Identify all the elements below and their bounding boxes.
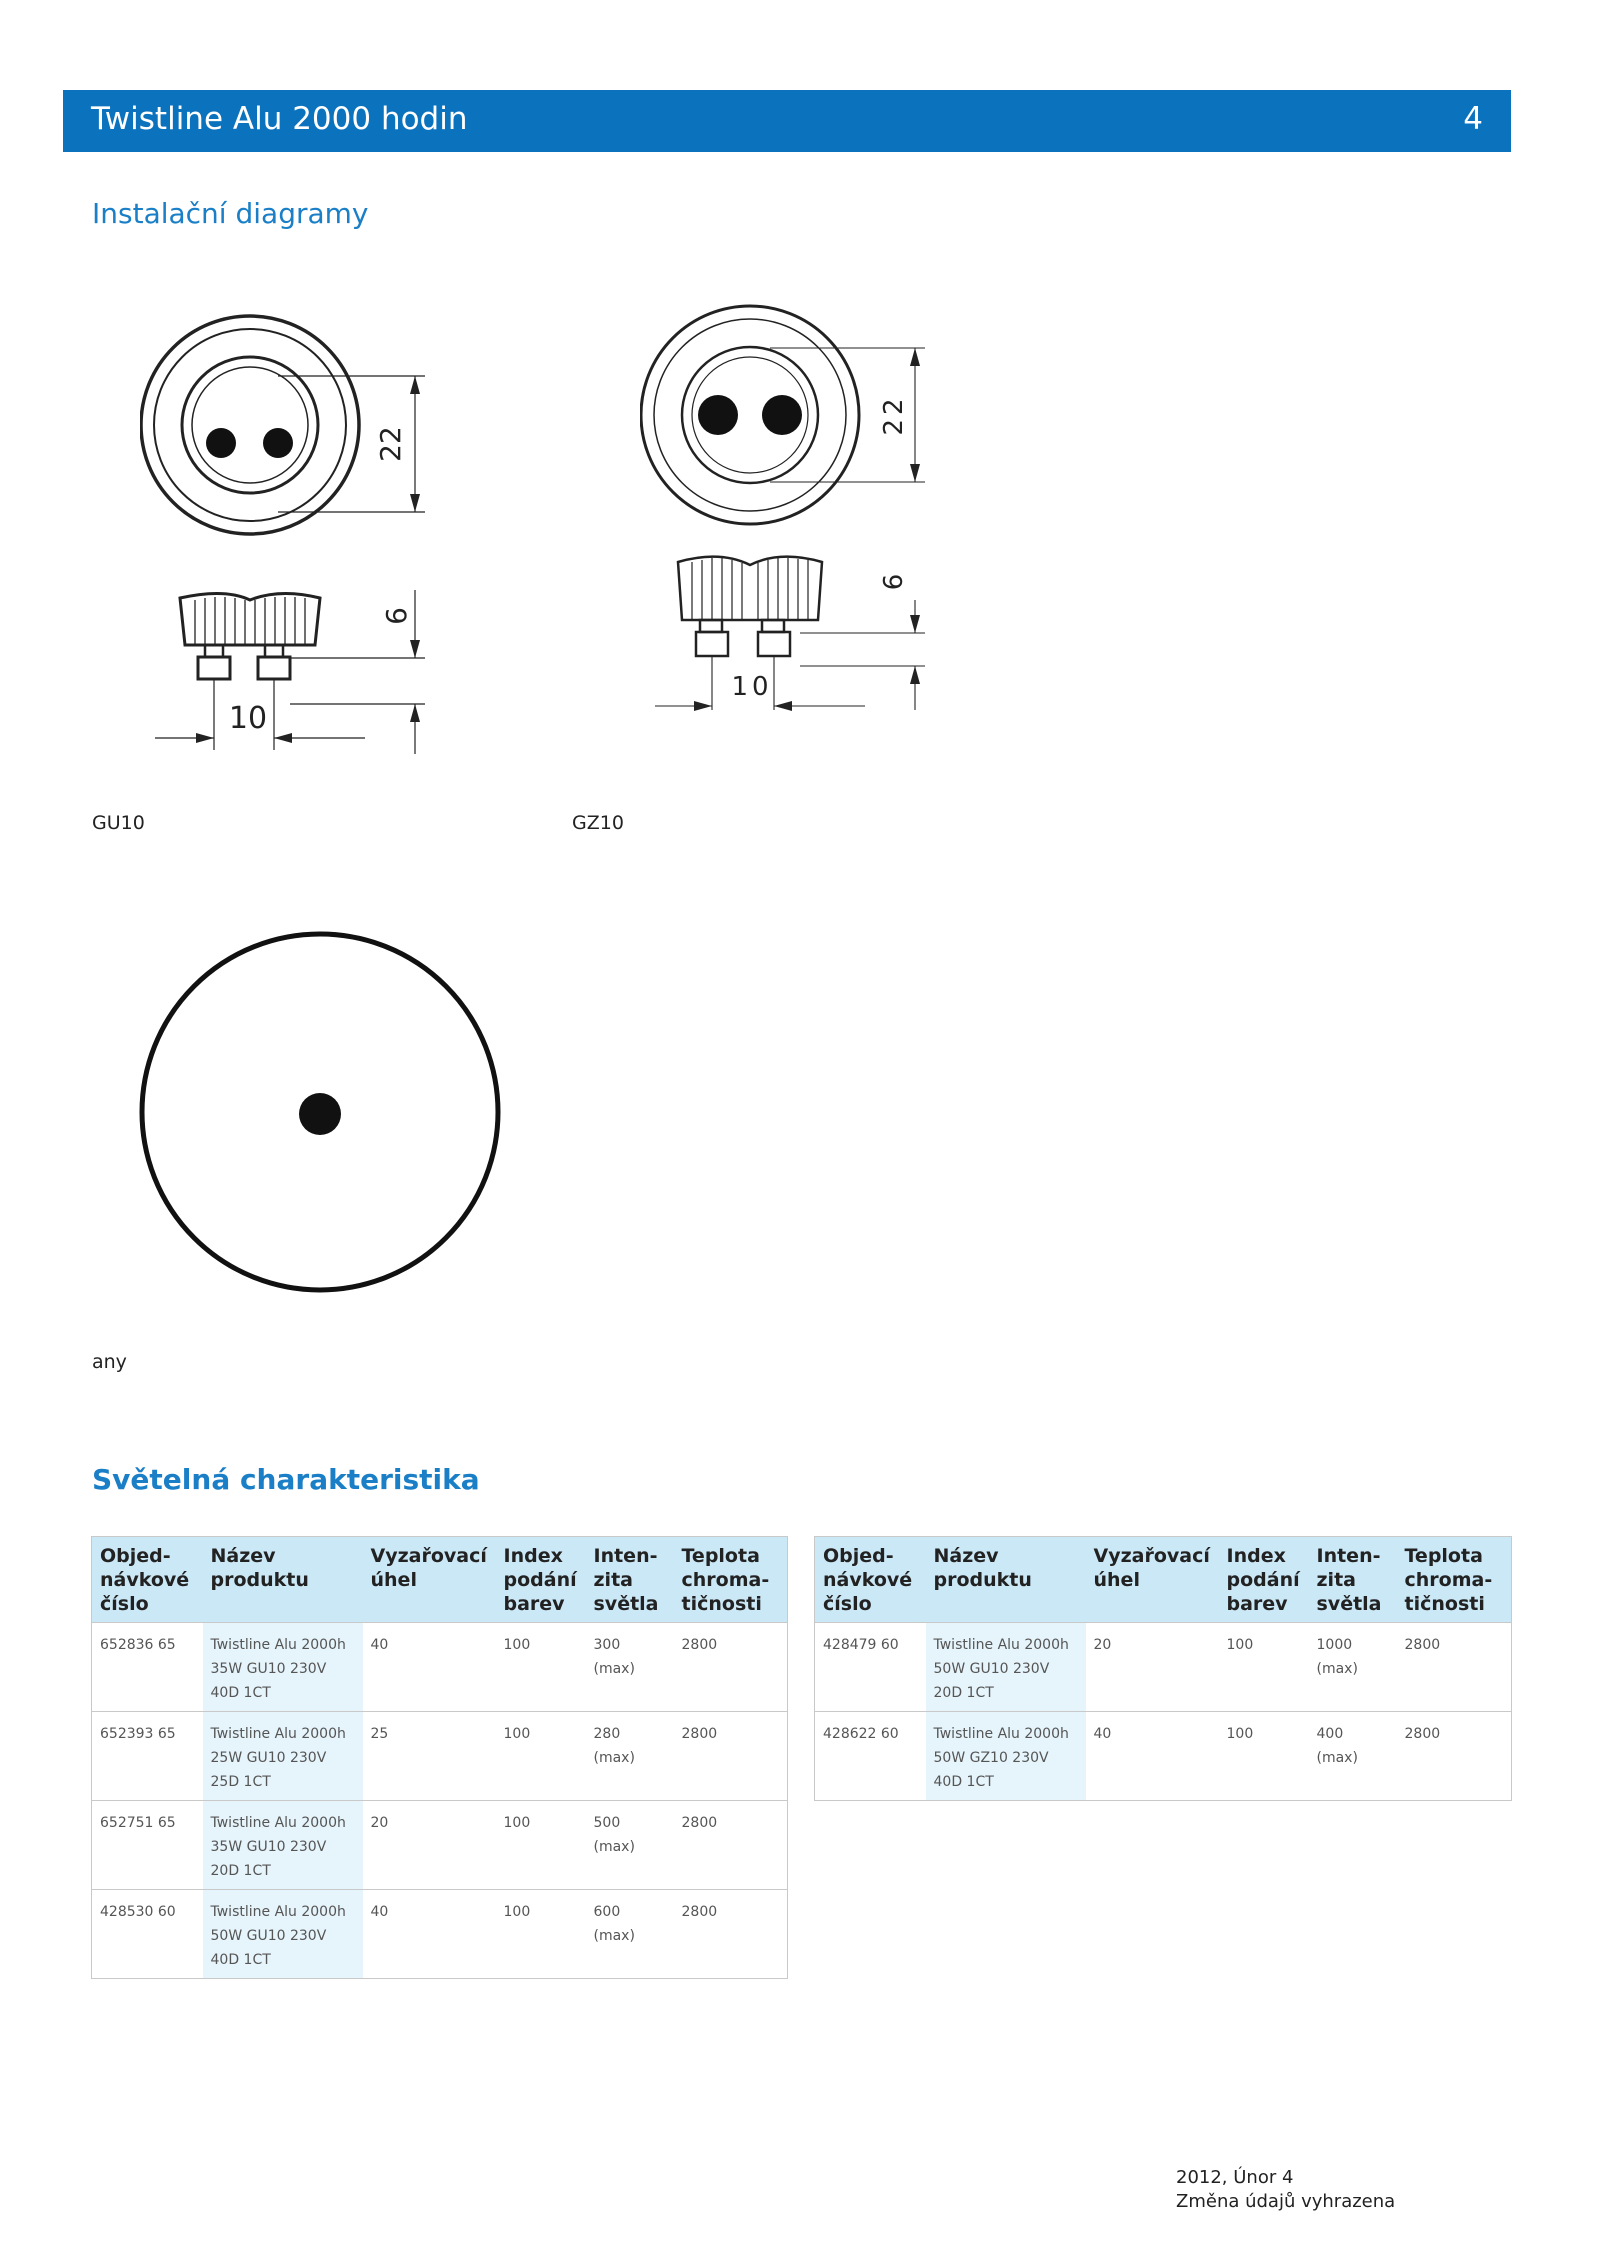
table-row <box>92 1801 788 1890</box>
cell-cri: 100 <box>496 1623 586 1712</box>
footer <box>1176 2166 1395 2214</box>
any-caption: any <box>92 1351 127 1373</box>
cell-intensity: 400 (max) <box>1309 1712 1397 1801</box>
gz10-dim-pin: 6 <box>879 573 909 591</box>
cell-cri: 100 <box>496 1712 586 1801</box>
col-product-name: Název produktu <box>926 1537 1086 1623</box>
cell-order: 428622 60 <box>815 1712 926 1801</box>
col-cri: Index podání barev <box>496 1537 586 1623</box>
gz10-diagram <box>640 290 940 730</box>
gu10-dim-height: 22 <box>374 426 407 462</box>
footer-note: Změna údajů vyhrazena <box>1176 2191 1396 2212</box>
table-header-row <box>92 1537 788 1623</box>
cell-temp: 2800 <box>1397 1712 1512 1801</box>
table-row <box>815 1623 1512 1712</box>
cell-cri: 100 <box>1219 1712 1309 1801</box>
header-bar <box>63 90 1511 152</box>
col-intensity: Inten- zita světla <box>586 1537 674 1623</box>
col-color-temp: Teplota chroma- tičnosti <box>1397 1537 1512 1623</box>
light-table-left <box>91 1536 788 1979</box>
cell-temp: 2800 <box>674 1890 788 1979</box>
gu10-caption: GU10 <box>92 812 145 834</box>
cell-angle: 20 <box>363 1801 496 1890</box>
col-beam-angle: Vyzařovací úhel <box>363 1537 496 1623</box>
cell-temp: 2800 <box>674 1623 788 1712</box>
gu10-dim-spacing: 10 <box>228 701 268 736</box>
cell-intensity: 1000 (max) <box>1309 1623 1397 1712</box>
col-color-temp: Teplota chroma- tičnosti <box>674 1537 788 1623</box>
col-cri: Index podání barev <box>1219 1537 1309 1623</box>
footer-date: 2012, Únor 4 <box>1176 2167 1294 2188</box>
cell-order: 428530 60 <box>92 1890 203 1979</box>
cell-order: 428479 60 <box>815 1623 926 1712</box>
cell-temp: 2800 <box>674 1712 788 1801</box>
cell-angle: 40 <box>363 1623 496 1712</box>
table-header-row <box>815 1537 1512 1623</box>
cell-order: 652751 65 <box>92 1801 203 1890</box>
col-intensity: Inten- zita světla <box>1309 1537 1397 1623</box>
cell-name: Twistline Alu 2000h 35W GU10 230V 20D 1CT <box>203 1801 363 1890</box>
gu10-diagram <box>140 300 440 770</box>
gz10-caption: GZ10 <box>572 812 624 834</box>
gz10-dim-height: 22 <box>879 394 909 436</box>
cell-name: Twistline Alu 2000h 25W GU10 230V 25D 1CT <box>203 1712 363 1801</box>
cell-intensity: 500 (max) <box>586 1801 674 1890</box>
light-section-title: Světelná charakteristika <box>92 1463 480 1496</box>
col-product-name: Název produktu <box>203 1537 363 1623</box>
table-row <box>815 1712 1512 1801</box>
cell-intensity: 280 (max) <box>586 1712 674 1801</box>
cell-angle: 20 <box>1086 1623 1219 1712</box>
any-base-diagram <box>138 928 506 1298</box>
cell-angle: 40 <box>1086 1712 1219 1801</box>
gz10-dim-spacing: 10 <box>731 672 773 702</box>
cell-angle: 25 <box>363 1712 496 1801</box>
install-section-title: Instalační diagramy <box>92 197 369 230</box>
page-number: 4 <box>1463 101 1483 137</box>
cell-name: Twistline Alu 2000h 35W GU10 230V 40D 1CT <box>203 1623 363 1712</box>
cell-cri: 100 <box>496 1801 586 1890</box>
light-table-right <box>814 1536 1512 1801</box>
cell-cri: 100 <box>1219 1623 1309 1712</box>
col-beam-angle: Vyzařovací úhel <box>1086 1537 1219 1623</box>
table-row <box>92 1623 788 1712</box>
cell-order: 652393 65 <box>92 1712 203 1801</box>
cell-intensity: 300 (max) <box>586 1623 674 1712</box>
col-order-number: Objed- návkové číslo <box>92 1537 203 1623</box>
col-order-number: Objed- návkové číslo <box>815 1537 926 1623</box>
cell-name: Twistline Alu 2000h 50W GU10 230V 40D 1CT <box>203 1890 363 1979</box>
cell-order: 652836 65 <box>92 1623 203 1712</box>
cell-angle: 40 <box>363 1890 496 1979</box>
cell-name: Twistline Alu 2000h 50W GZ10 230V 40D 1CT <box>926 1712 1086 1801</box>
table-row <box>92 1890 788 1979</box>
table-row <box>92 1712 788 1801</box>
cell-temp: 2800 <box>674 1801 788 1890</box>
cell-temp: 2800 <box>1397 1623 1512 1712</box>
gu10-dim-pin: 6 <box>380 607 413 625</box>
cell-cri: 100 <box>496 1890 586 1979</box>
cell-intensity: 600 (max) <box>586 1890 674 1979</box>
document-title: Twistline Alu 2000 hodin <box>91 101 468 137</box>
cell-name: Twistline Alu 2000h 50W GU10 230V 20D 1CT <box>926 1623 1086 1712</box>
